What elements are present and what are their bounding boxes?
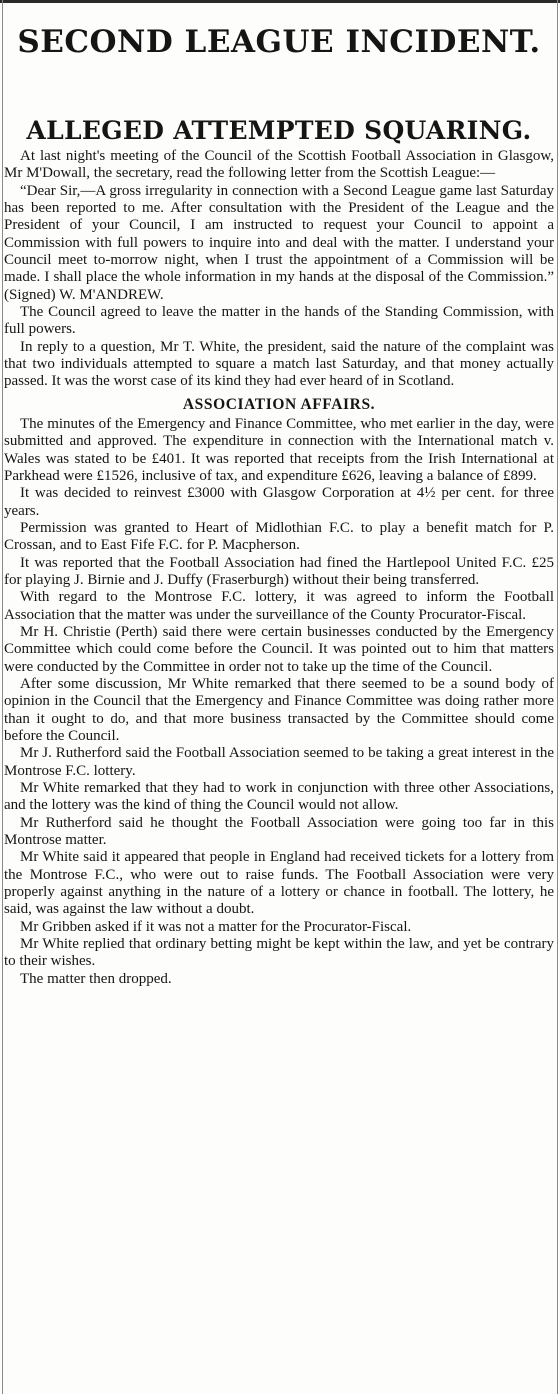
paragraph-permission: Permission was granted to Heart of Midlothian F.C. to play a benefit match for P. Crossan, and to East Fife F.C. for P. Macpherson. (4, 519, 554, 554)
paragraph-white-1: Mr White remarked that they had to work in conjunction with three other Associations, and the lottery was the kind of thing the Council would not allow. (4, 780, 554, 814)
article-body (4, 148, 554, 988)
paragraph-lottery: With regard to the Montrose F.C. lottery, it was agreed to inform the Football Association that the matter was under the surveillance of the County Procurator-Fiscal. (4, 589, 554, 623)
paragraph-intro: At last night's meeting of the Council of the Scottish Football Association in Glasgow, Mr M'Dowall, the secretary, read the following letter from the Scottish League:— (4, 148, 554, 182)
right-border-rule (557, 0, 558, 1394)
headline: SECOND LEAGUE INCIDENT. (17, 24, 541, 60)
paragraph-minutes: The minutes of the Emergency and Finance Committee, who met earlier in the day, were submitted and approved. The expenditure in connection with the International match v. Wales was stated to be £401. It was reported that receipts from the Irish International at Parkhead were £1526, inclusive of tax, and expenditure £626, leaving a balance of £899. (4, 415, 554, 484)
top-border-rule (0, 0, 560, 3)
paragraph-rutherford-1: Mr J. Rutherford said the Football Association seemed to be taking a great interest in the Montrose F.C. lottery. (4, 745, 554, 779)
paragraph-fine: It was reported that the Football Association had fined the Hartlepool United F.C. £25 for playing J. Birnie and J. Duffy (Fraserburgh) without their being transferred. (4, 554, 554, 588)
paragraph-christie: Mr H. Christie (Perth) said there were certain businesses conducted by the Emergency Committee which could come before the Council. It was pointed out to him that matters were conducted by the Committee in order not to take up the time of the Council. (4, 623, 554, 675)
paragraph-white-2: Mr White said it appeared that people in England had received tickets for a lottery from the Montrose F.C., who were out to raise funds. The Football Association were very properly against anything in the nature of a lottery or chance in football. The lottery, he said, was against the law without a doubt. (4, 849, 554, 918)
paragraph-gribben: Mr Gribben asked if it was not a matter for the Procurator-Fiscal. (20, 918, 412, 935)
paragraph-council-decision: The Council agreed to leave the matter in the hands of the Standing Commission, with full powers. (4, 304, 554, 338)
paragraph-closing: The matter then dropped. (20, 970, 172, 987)
paragraph-complaint: In reply to a question, Mr T. White, the president, said the nature of the complaint was that two individuals attempted to square a match last Saturday, and that money actually passed. It was the worst case of its kind they had ever heard of in Scotland. (4, 338, 554, 390)
paragraph-white-3: Mr White replied that ordinary betting might be kept within the law, and yet be contrary to their wishes. (4, 936, 554, 970)
paragraph-letter: “Dear Sir,—A gross irregularity in connection with a Second League game last Saturday has been reported to me. After consultation with the President of the League and the President of your Council, I am instructed to request your Council to appoint a Commission with full powers to inquire into and deal with the matter. I understand your Council meet to-morrow night, when I trust the appointment of a Commission will be made. I shall place the whole information in my hands at the disposal of the Commission.” (Signed) W. M'ANDREW. (4, 182, 554, 303)
subheadline: ALLEGED ATTEMPTED SQUARING. (26, 116, 532, 145)
paragraph-discussion: After some discussion, Mr White remarked that there seemed to be a sound body of opinion in the Council that the Emergency and Finance Committee was doing rather more than it ought to do, and that more business transacted by the Committee should come before the Council. (4, 675, 554, 744)
section-heading: ASSOCIATION AFFAIRS. (182, 395, 376, 413)
paragraph-rutherford-2: Mr Rutherford said he thought the Football Association were going too far in this Montrose matter. (4, 814, 554, 849)
left-border-rule (2, 0, 3, 1394)
paragraph-reinvest: It was decided to reinvest £3000 with Glasgow Corporation at 4½ per cent. for three years. (4, 485, 554, 519)
